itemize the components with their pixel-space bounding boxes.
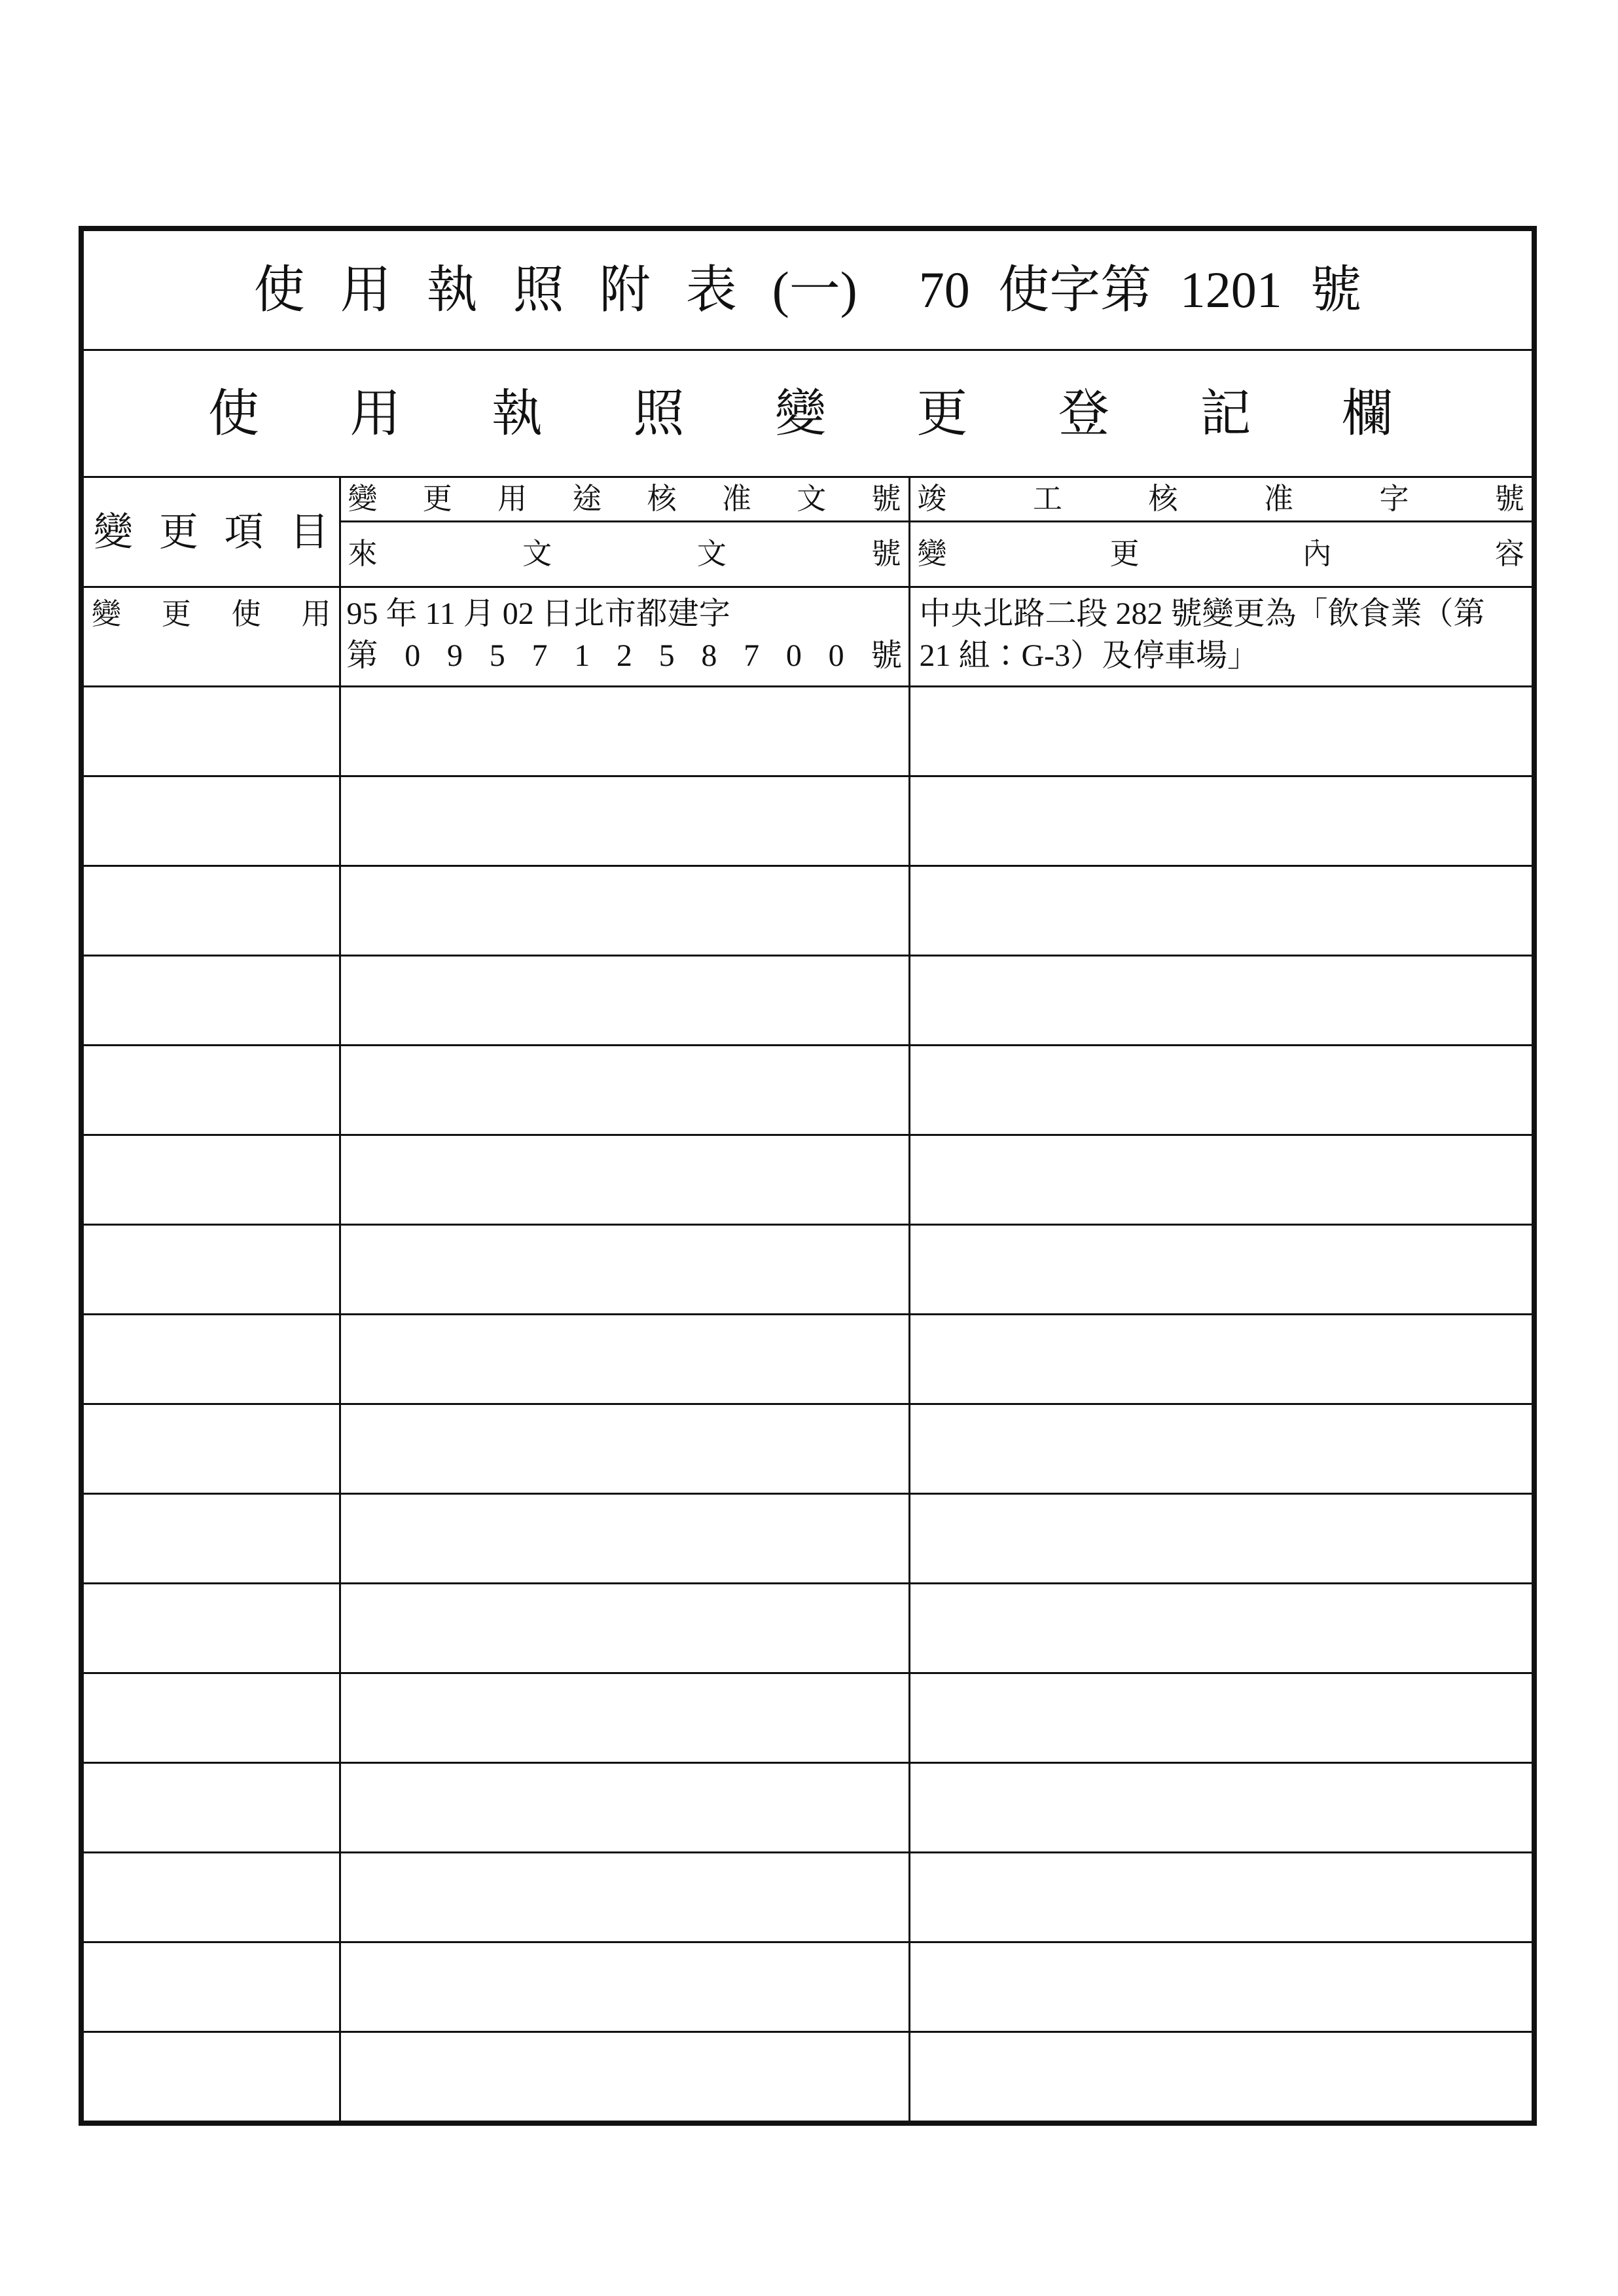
glyph: 號 xyxy=(871,538,901,570)
glyph: 用 xyxy=(350,384,401,442)
glyph: 目 xyxy=(289,510,329,554)
blank-cell-item xyxy=(81,1315,340,1404)
form-title xyxy=(81,228,1534,350)
blank-cell-item xyxy=(81,776,340,866)
glyph: 更 xyxy=(158,510,198,554)
glyph: 來 xyxy=(348,538,378,570)
glyph: 號 xyxy=(871,483,901,515)
blank-cell-item xyxy=(81,1046,340,1135)
glyph: 工 xyxy=(1032,483,1062,515)
blank-cell-doc-no xyxy=(340,1494,909,1584)
blank-row xyxy=(81,956,1534,1046)
blank-row xyxy=(81,1135,1534,1225)
glyph: 更 xyxy=(1109,538,1140,570)
record-change-item-cell xyxy=(81,587,340,687)
glyph: 文 xyxy=(797,483,827,515)
blank-cell-doc-no xyxy=(340,1225,909,1315)
header-approval-doc-no xyxy=(348,484,901,514)
glyph: 變 xyxy=(348,483,378,515)
glyph: 記 xyxy=(1200,384,1251,442)
blank-cell-doc-no xyxy=(340,687,909,776)
glyph: 0 xyxy=(785,638,802,673)
record-change-item xyxy=(92,593,331,635)
glyph: 文 xyxy=(696,538,727,570)
form-name: 使用執照附表 xyxy=(253,261,772,318)
glyph: 准 xyxy=(721,483,751,515)
blank-cell-item xyxy=(81,2032,340,2124)
header-completion-approval-no-cell xyxy=(909,477,1534,522)
glyph: 更 xyxy=(161,598,191,630)
section-title-row xyxy=(81,350,1534,477)
glyph: 用 xyxy=(301,598,331,630)
blank-row xyxy=(81,1942,1534,2032)
glyph: 號 xyxy=(1494,483,1524,515)
form-index: (一) xyxy=(772,261,857,318)
header-incoming-doc-no-cell xyxy=(340,522,909,587)
glyph: 使 xyxy=(208,384,260,442)
blank-cell-content xyxy=(909,1404,1534,1494)
header-change-content xyxy=(918,539,1525,569)
glyph: 第 xyxy=(346,638,378,673)
glyph: 項 xyxy=(224,510,264,554)
blank-row xyxy=(81,866,1534,956)
blank-cell-content xyxy=(909,956,1534,1046)
blank-cell-doc-no xyxy=(340,1763,909,1853)
blank-cell-doc-no xyxy=(340,956,909,1046)
header-approval-doc-no-cell xyxy=(340,477,909,522)
blank-row xyxy=(81,1853,1534,1942)
blank-row xyxy=(81,1404,1534,1494)
blank-cell-content xyxy=(909,1763,1534,1853)
glyph: 5 xyxy=(489,638,505,673)
glyph: 2 xyxy=(616,638,632,673)
blank-cell-item xyxy=(81,1584,340,1673)
blank-cell-item xyxy=(81,1673,340,1763)
blank-row xyxy=(81,687,1534,776)
blank-cell-content xyxy=(909,2032,1534,2124)
header-change-item xyxy=(94,510,329,554)
title-row xyxy=(81,228,1534,350)
blank-cell-content xyxy=(909,1494,1534,1584)
glyph: 0 xyxy=(404,638,421,673)
change-registration-form xyxy=(79,226,1537,2126)
blank-cell-doc-no xyxy=(340,776,909,866)
blank-row xyxy=(81,776,1534,866)
blank-row xyxy=(81,1315,1534,1404)
blank-row xyxy=(81,1673,1534,1763)
glyph: 變 xyxy=(94,510,133,554)
header-change-content-cell xyxy=(909,522,1534,587)
form-body xyxy=(81,228,1534,2123)
glyph: 核 xyxy=(1148,483,1178,515)
glyph: 7 xyxy=(531,638,548,673)
glyph: 更 xyxy=(422,483,452,515)
glyph: 0 xyxy=(828,638,844,673)
glyph: 核 xyxy=(647,483,677,515)
glyph: 8 xyxy=(701,638,717,673)
record-content-line-1: 中央北路二段 282 號變更為「飲食業（第 xyxy=(919,596,1485,631)
glyph: 變 xyxy=(774,384,826,442)
blank-cell-doc-no xyxy=(340,1046,909,1135)
blank-cell-item xyxy=(81,1494,340,1584)
blank-cell-item xyxy=(81,1763,340,1853)
blank-cell-content xyxy=(909,1853,1534,1942)
blank-cell-content xyxy=(909,866,1534,956)
blank-cell-item xyxy=(81,687,340,776)
record-row xyxy=(81,587,1534,687)
header-change-item-cell xyxy=(81,477,340,587)
blank-cell-item xyxy=(81,956,340,1046)
glyph: 5 xyxy=(658,638,675,673)
header-completion-approval-no xyxy=(918,484,1525,514)
glyph: 使 xyxy=(231,598,261,630)
glyph: 容 xyxy=(1494,538,1524,570)
blank-cell-doc-no xyxy=(340,866,909,956)
blank-cell-doc-no xyxy=(340,1853,909,1942)
section-title-cell xyxy=(81,350,1534,477)
blank-row xyxy=(81,1494,1534,1584)
record-content-cell xyxy=(909,587,1534,687)
blank-cell-item xyxy=(81,1404,340,1494)
blank-cell-item xyxy=(81,1942,340,2032)
glyph: 竣 xyxy=(917,483,947,515)
record-content-line-2: 21 組：G-3）及停車場」 xyxy=(919,638,1259,673)
license-number: 70 使字第 1201 號 xyxy=(918,261,1362,318)
record-doc-no-line-2 xyxy=(347,635,903,677)
glyph: 欄 xyxy=(1341,384,1393,442)
glyph: 文 xyxy=(522,538,552,570)
blank-cell-content xyxy=(909,1046,1534,1135)
glyph: 內 xyxy=(1302,538,1332,570)
blank-cell-doc-no xyxy=(340,1584,909,1673)
glyph: 號 xyxy=(871,638,903,673)
section-title xyxy=(208,384,1393,442)
glyph: 用 xyxy=(497,483,528,515)
blank-cell-doc-no xyxy=(340,2032,909,2124)
record-doc-no-cell xyxy=(340,587,909,687)
blank-cell-doc-no xyxy=(340,1673,909,1763)
blank-cell-item xyxy=(81,866,340,956)
blank-cell-content xyxy=(909,1942,1534,2032)
blank-cell-item xyxy=(81,1853,340,1942)
glyph: 字 xyxy=(1379,483,1409,515)
blank-cell-content xyxy=(909,776,1534,866)
glyph: 變 xyxy=(92,598,122,630)
blank-cell-content xyxy=(909,687,1534,776)
blank-row xyxy=(81,1046,1534,1135)
blank-cell-content xyxy=(909,1673,1534,1763)
blank-cell-item xyxy=(81,1225,340,1315)
blank-cell-item xyxy=(81,1135,340,1225)
blank-cell-content xyxy=(909,1135,1534,1225)
glyph: 途 xyxy=(572,483,602,515)
glyph: 更 xyxy=(916,384,968,442)
blank-cell-doc-no xyxy=(340,1315,909,1404)
blank-row xyxy=(81,2032,1534,2124)
glyph: 登 xyxy=(1058,384,1109,442)
header-row-1 xyxy=(81,477,1534,522)
blank-cell-doc-no xyxy=(340,1942,909,2032)
blank-cell-doc-no xyxy=(340,1404,909,1494)
glyph: 1 xyxy=(574,638,590,673)
glyph: 變 xyxy=(917,538,947,570)
blank-cell-content xyxy=(909,1225,1534,1315)
glyph: 執 xyxy=(491,384,543,442)
blank-row xyxy=(81,1225,1534,1315)
glyph: 照 xyxy=(633,384,685,442)
blank-row xyxy=(81,1584,1534,1673)
blank-cell-content xyxy=(909,1315,1534,1404)
glyph: 7 xyxy=(744,638,760,673)
blank-cell-content xyxy=(909,1584,1534,1673)
header-incoming-doc-no xyxy=(348,539,901,569)
blank-cell-doc-no xyxy=(340,1135,909,1225)
glyph: 准 xyxy=(1263,483,1293,515)
record-doc-no-line-1: 95 年 11 月 02 日北市都建字 xyxy=(346,596,730,631)
blank-row xyxy=(81,1763,1534,1853)
glyph: 9 xyxy=(446,638,463,673)
